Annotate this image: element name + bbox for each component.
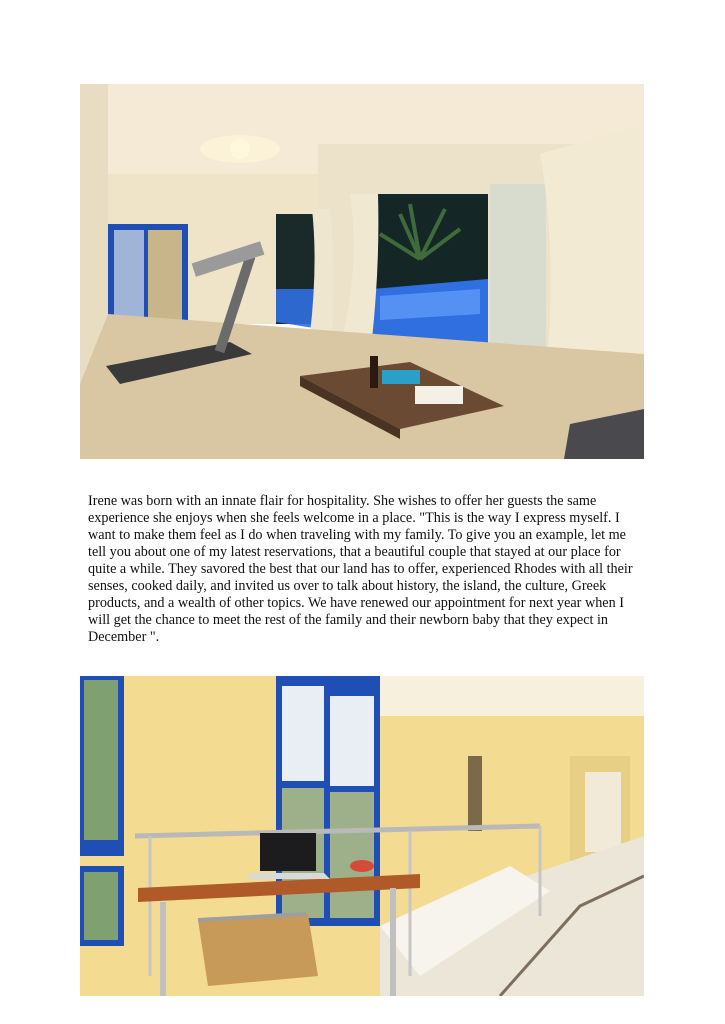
- photo-living-room-gym-pool: [80, 84, 644, 459]
- living-room-illustration: [80, 84, 644, 459]
- laptop: [260, 833, 316, 871]
- photo-hallway-desk: [80, 676, 644, 996]
- wicker-chair: [198, 914, 318, 986]
- body-paragraph: Irene was born with an innate flair for hospitality. She wishes to offer her guests the same experience she enjoys when she feels welcome in a place. "This is the way I express myself. I want to make them feel as I do when traveling with my family. To give you an example, let me tell you about one of my latest reservations, that a beautiful couple that stayed at our place for quite a while. They savored the best that our land has to offer, experienced Rhodes with all their senses, cooked daily, and invited us over to talk about history, the island, the culture, Greek products, and a wealth of other topics. We have renewed our appointment for next year when I will get the chance to meet the rest of the family and their newborn baby that they expect in December ".: [88, 493, 633, 645]
- hallway-illustration: [80, 676, 644, 996]
